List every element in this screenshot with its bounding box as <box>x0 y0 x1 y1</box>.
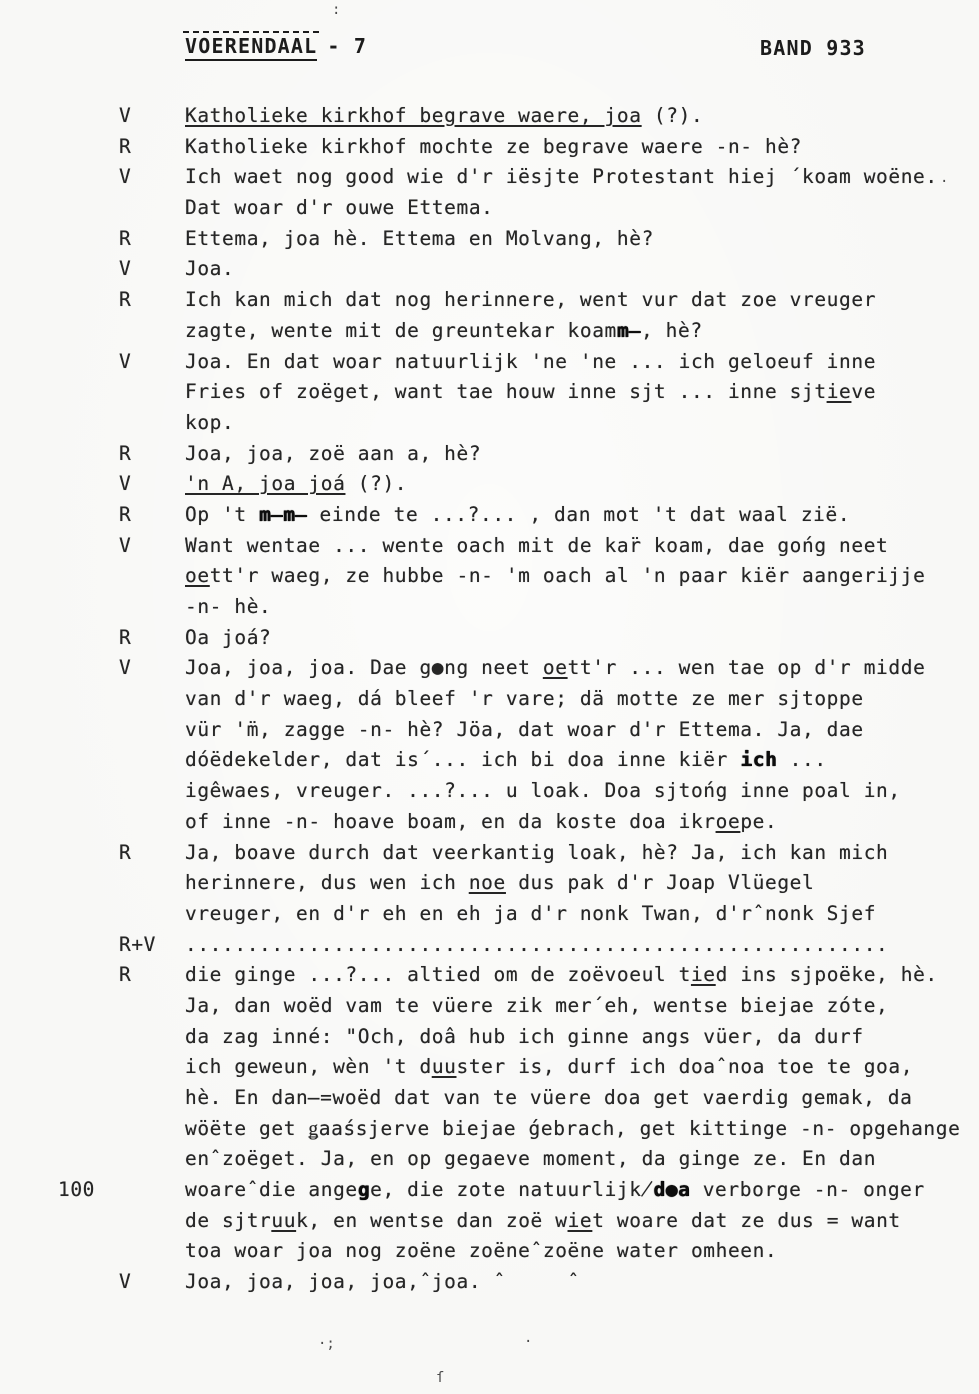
doc-title: VOERENDAAL <box>185 34 317 61</box>
transcript-line <box>0 623 979 654</box>
line-text: Ich kan mich dat nog herinnere, went vur dat zoe vreuger <box>185 288 877 312</box>
line-text: vreuger, en d'r eh en eh ja d'r nonk Twan, d'rˆnonk Sjef <box>185 901 877 925</box>
speaker-label: R <box>119 502 132 526</box>
line-text: oett'r waeg, ze hubbe -n- 'm oach al 'n paar kiër aangerijje <box>185 564 926 588</box>
line-text: da zag inné: "Och, doâ hub ich ginne angs vüer, da durf <box>185 1024 864 1048</box>
transcript-line <box>0 1022 979 1053</box>
line-text: enˆzoëget. Ja, en op gegaeve moment, da ginge ze. En dan <box>185 1147 877 1171</box>
transcript-line <box>0 500 979 531</box>
line-text: de sjtruuk, en wentse dan zoë wiet woare dat ze dus = want <box>185 1208 901 1232</box>
transcript-line <box>0 1114 979 1145</box>
line-text: kop. <box>185 410 235 434</box>
line-text: -n- hè. <box>185 595 272 618</box>
transcript-line <box>0 991 979 1022</box>
stray-mark: : <box>332 2 341 18</box>
speaker-label: V <box>119 165 132 189</box>
speaker-label: V <box>119 257 132 281</box>
transcript-line <box>0 715 979 746</box>
line-text: Joa, joa, zoë aan a, hè? <box>185 441 482 465</box>
line-text: Katholieke kirkhof mochte ze begrave waere -n- hè? <box>185 134 802 158</box>
line-text: wöëte get ǥaaśsjerve biejae ǵebrach, get kittinge -n- opgehange <box>185 1116 961 1140</box>
speaker-label: V <box>119 104 132 127</box>
line-text: ich geweun, wèn 't duuster is, durf ich doaˆnoa toe te goa, <box>185 1055 914 1079</box>
line-text: toa woar joa nog zoëne zoëneˆzoëne water omheen. <box>185 1239 778 1263</box>
transcript-line <box>0 1083 979 1114</box>
line-text: Ja, boave durch dat veerkantig loak, hè? Ja, ich kan mich <box>185 840 889 864</box>
speaker-label: R <box>119 963 132 987</box>
transcript-line <box>0 1144 979 1175</box>
line-text: ......................................................... <box>185 932 889 956</box>
transcript-line <box>0 408 979 439</box>
margin-line-number: 100 <box>58 1178 96 1202</box>
speaker-label: R <box>119 288 132 312</box>
transcript-line <box>0 1206 979 1237</box>
line-text: igêwaes, vreuger. ...?... u loak. Doa sjtońg inne poal in, <box>185 779 901 803</box>
transcript-line <box>0 776 979 807</box>
transcript-line <box>0 960 979 991</box>
line-text: 'n A, joa joá (?). <box>185 472 408 496</box>
transcript-line <box>0 561 979 592</box>
transcript-line <box>0 254 979 285</box>
transcript-line <box>0 653 979 684</box>
speaker-label: V <box>119 1270 132 1294</box>
line-text: Joa. <box>185 257 235 281</box>
speaker-label: R <box>119 134 132 158</box>
transcript-line <box>0 132 979 163</box>
line-text: Ich waet nog good wie d'r iësjte Protestant hiej ´koam woëne. <box>185 165 938 189</box>
transcript-line <box>0 1052 979 1083</box>
transcript-line <box>0 162 979 193</box>
line-text: Op 't m̶m̶ einde te ...?... , dan mot 't dat waal zië. <box>185 502 851 526</box>
transcript-line <box>0 224 979 255</box>
band-label: BAND 933 <box>760 36 866 60</box>
line-text: Want wentae ... wente oach mit de kar̈ koam, dae gońg neet <box>185 533 889 557</box>
transcript-line <box>0 745 979 776</box>
transcript-line <box>0 316 979 347</box>
transcript-line <box>0 899 979 930</box>
stray-mark: . <box>940 170 949 186</box>
transcript-line <box>0 930 979 961</box>
stray-mark: ſ <box>436 1370 445 1386</box>
transcript-line <box>0 592 979 623</box>
line-text: Joa, joa, joa, joa,ˆjoa. ˆ ˆ <box>185 1270 580 1294</box>
transcript-line <box>0 193 979 224</box>
speaker-label: V <box>119 472 132 496</box>
transcript-line <box>0 1267 979 1298</box>
speaker-label: V <box>119 533 132 557</box>
line-text: Joa, joa, joa. Dae g●ng neet oett'r ... wen tae op d'r midde <box>185 656 926 680</box>
line-text: of inne -n- hoave boam, en da koste doa ikroepe. <box>185 809 778 833</box>
speaker-label: R <box>119 226 132 250</box>
speaker-label: R <box>119 840 132 864</box>
line-text: zagte, wente mit de greuntekar koamm̶, hè? <box>185 318 703 342</box>
line-text: Katholieke kirkhof begrave waere, joa (?). <box>185 104 704 127</box>
stray-mark: · <box>524 1334 533 1350</box>
speaker-label: R <box>119 625 132 649</box>
line-text: Dat woar d'r ouwe Ettema. <box>185 196 494 220</box>
transcript-line <box>0 1175 979 1206</box>
speaker-label: R <box>119 441 132 465</box>
stray-mark: ·; <box>318 1336 335 1352</box>
line-text: herinnere, dus wen ich noe dus pak d'r Joap Vlüegel <box>185 871 815 895</box>
speaker-label: V <box>119 656 132 680</box>
transcript-line <box>0 531 979 562</box>
line-text: van d'r waeg, dá bleef 'r vare; dä motte ze mer sjtoppe <box>185 687 864 711</box>
line-text: Ja, dan woëd vam te vüere zik mer´eh, wentse biejae zóte, <box>185 993 889 1017</box>
speaker-label: R+V <box>119 932 157 956</box>
transcript-line <box>0 1236 979 1267</box>
transcript-line <box>0 807 979 838</box>
line-text: dóëdekelder, dat is´... ich bi doa inne kiër ich ... <box>185 748 827 772</box>
line-text: die ginge ...?... altied om de zoëvoeul tied ins sjpoëke, hè. <box>185 963 938 987</box>
transcript-line <box>0 101 979 132</box>
line-text: Ettema, joa hè. Ettema en Molvang, hè? <box>185 226 654 250</box>
transcript <box>0 101 979 1298</box>
transcript-line <box>0 285 979 316</box>
line-text: Oa joá? <box>185 625 272 649</box>
transcript-line <box>0 684 979 715</box>
doc-title-page-number: - 7 <box>327 34 368 58</box>
transcript-line <box>0 469 979 500</box>
transcript-line <box>0 347 979 378</box>
transcript-line <box>0 838 979 869</box>
line-text: Joa. En dat woar natuurlijk 'ne 'ne ... ich geloeuf inne <box>185 349 877 373</box>
transcript-line <box>0 868 979 899</box>
transcript-line <box>0 377 979 408</box>
page-header <box>185 34 367 61</box>
line-text: Fries of zoëget, want tae houw inne sjt ... inne sjtieve <box>185 380 877 404</box>
line-text: vür 'm̈, zagge -n- hè? Jöa, dat woar d'r Ettema. Ja, dae <box>185 717 864 741</box>
speaker-label: V <box>119 349 132 373</box>
line-text: hè. En dan̶=woëd dat van te vüere doa get vaerdig gemak, da <box>185 1086 913 1109</box>
line-text: woareˆdie angege, die zote natuurlijk̸d●a verborge -n- onger <box>185 1178 925 1202</box>
transcript-line <box>0 439 979 470</box>
